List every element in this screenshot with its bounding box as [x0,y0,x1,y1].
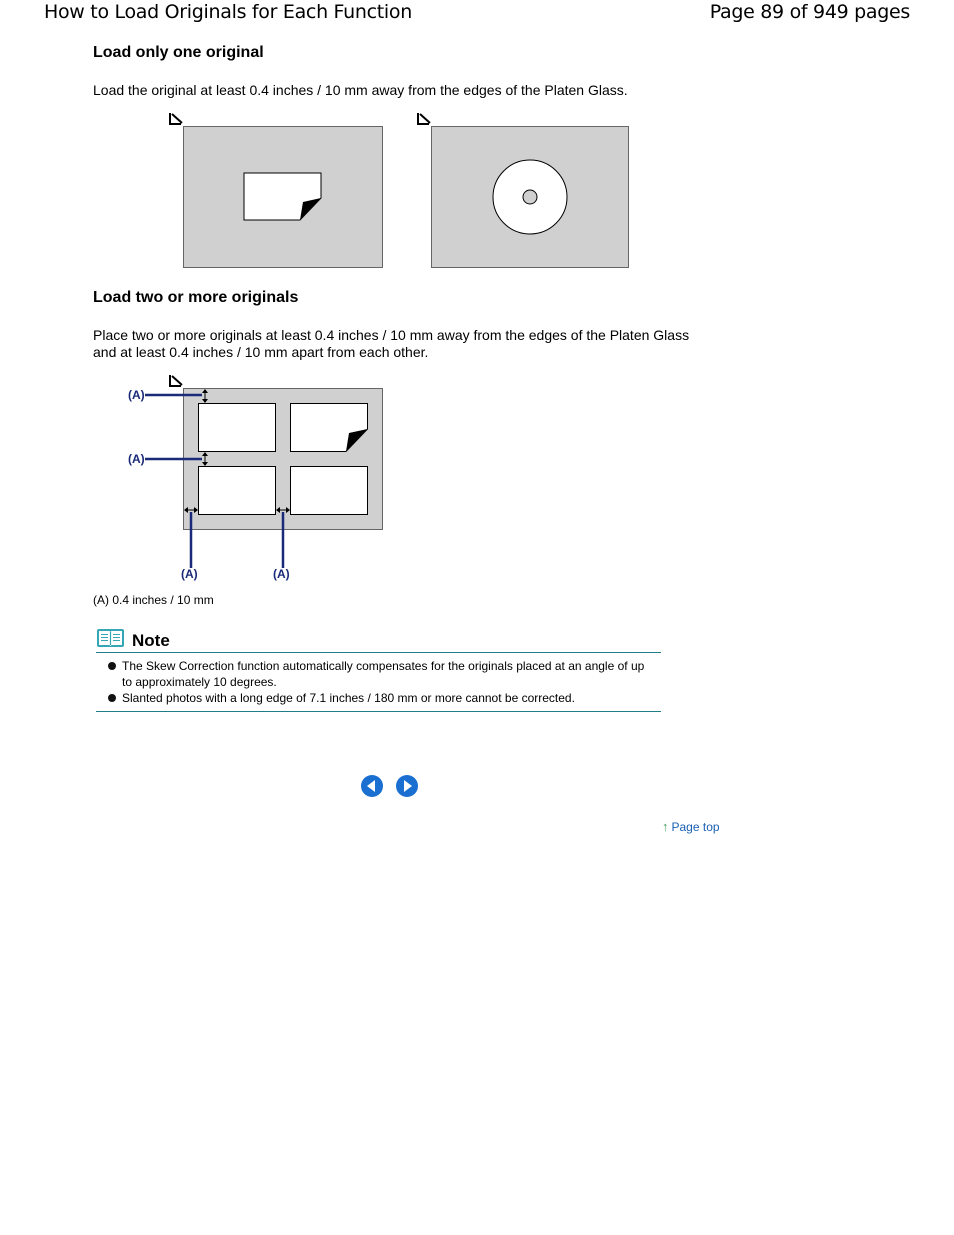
corner-mark-icon [418,113,430,124]
page-counter: Page 89 of 949 pages [709,1,910,23]
note-item-text: The Skew Correction function automatically compensates for the originals placed at an angle of up to approximately 10 degrees. [122,659,645,689]
corner-mark-icon [170,375,182,386]
original-top-left [199,404,276,452]
note-box [96,626,661,713]
original-bottom-left [199,467,276,515]
note-item [108,658,648,690]
heading-load-one: Load only one original [93,44,264,61]
bullet-icon [108,694,116,702]
heading-load-multiple: Load two or more originals [93,289,299,306]
previous-page-button[interactable] [361,775,383,797]
arrow-up-icon: ↑ [662,819,669,834]
note-header [96,626,661,653]
label-a-middle: (A) [128,452,145,466]
paragraph-load-multiple: Place two or more originals at least 0.4 inches / 10 mm away from the edges of the Platen Glass and at least 0.4 inches / 10 mm apart from each other. [93,327,690,360]
corner-mark-icon [170,113,182,124]
label-a-top: (A) [128,388,145,402]
arrow-left-icon [361,775,383,797]
label-a-between: (A) [273,567,290,581]
original-bottom-right [291,467,368,515]
page-top-label: Page top [671,820,720,834]
note-item [108,690,648,706]
note-item-text: Slanted photos with a long edge of 7.1 inches / 180 mm or more cannot be corrected. [122,691,575,705]
figure-multiple-originals [125,372,390,584]
note-book-icon [96,626,126,650]
arrow-right-icon [396,775,418,797]
figure-caption: (A) 0.4 inches / 10 mm [93,593,214,607]
figure-disc [414,110,634,270]
page-top-link[interactable] [662,819,720,835]
bullet-icon [108,662,116,670]
next-page-button[interactable] [396,775,418,797]
label-a-left: (A) [181,567,198,581]
document-title: How to Load Originals for Each Function [44,1,412,23]
note-divider [96,711,661,712]
note-title: Note [132,631,170,650]
disc-hole [523,190,537,204]
figure-single-document [166,110,386,270]
paragraph-load-one: Load the original at least 0.4 inches / 10 mm away from the edges of the Platen Glass. [93,82,628,98]
